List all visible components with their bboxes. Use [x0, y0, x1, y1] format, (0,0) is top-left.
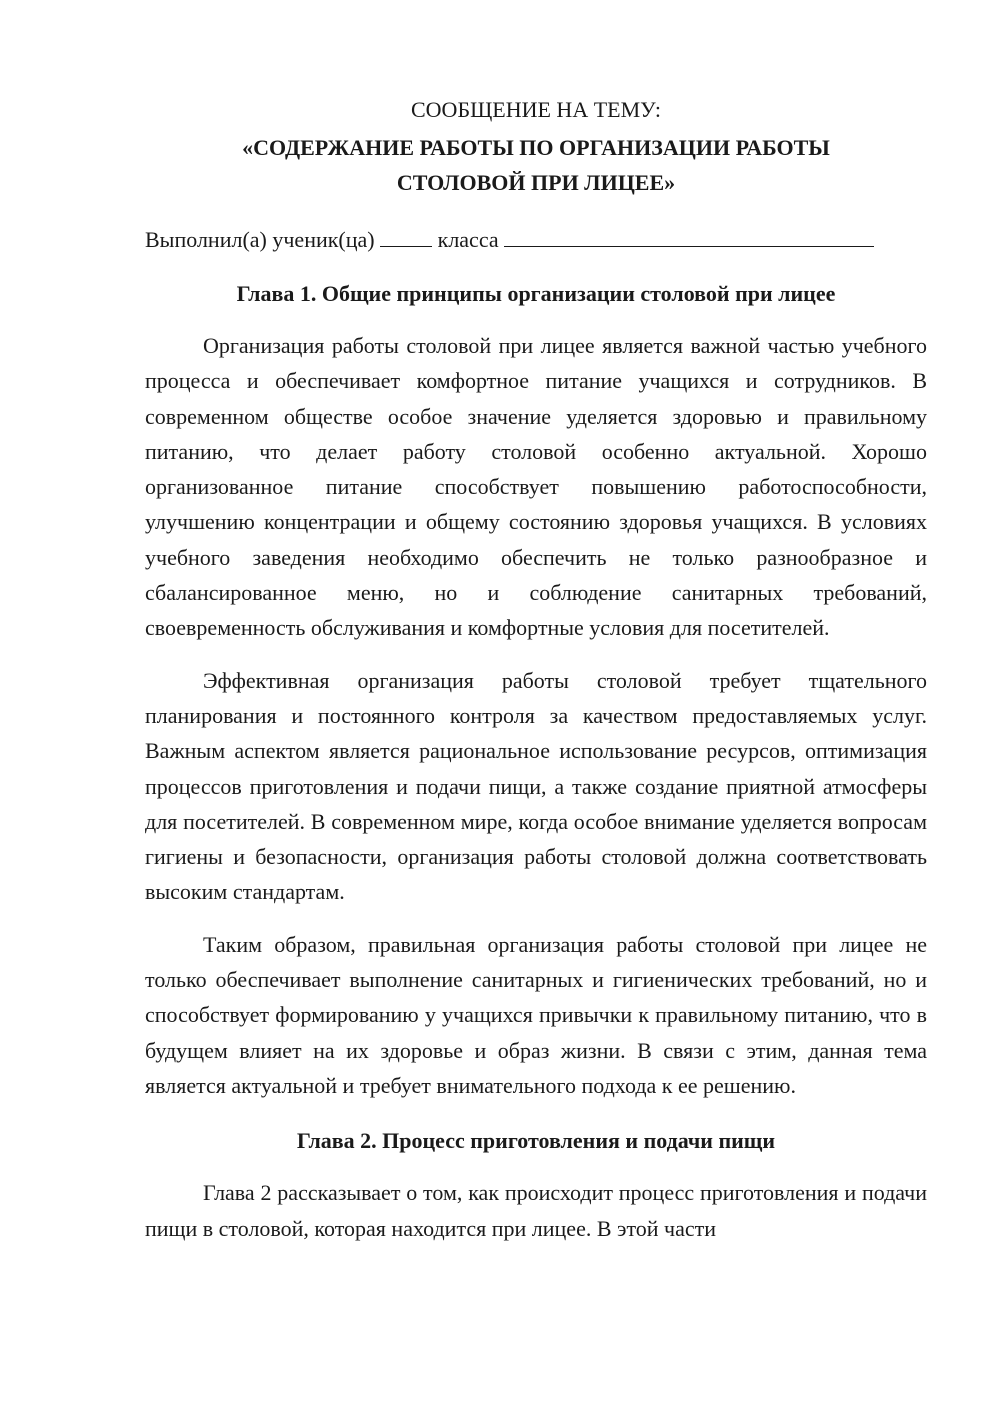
document-page	[145, 92, 927, 1246]
chapter-1-paragraph-2: Эффективная организация работы столовой требует тщательного планирования и постоянного контроля за качеством предоставляемых услуг. Важным аспектом является рациональное использование ресурсов, оптимизация процессов приготовления и подачи пищи, а также создание приятной атмосферы для посетителей. В современном мире, когда особое внимание уделяется вопросам гигиены и безопасности, организация работы столовой должна соответствовать высоким стандартам.	[145, 667, 927, 905]
performer-prefix: Выполнил(а) ученик(ца)	[145, 227, 375, 252]
chapter-2-paragraph-1: Глава 2 рассказывает о том, как происходит процесс приготовления и подачи пищи в столовой, которая находится при лицее. В этой части	[145, 1180, 927, 1241]
class-label: класса	[437, 227, 499, 252]
document-title	[145, 130, 927, 200]
title-line-2: СТОЛОВОЙ ПРИ ЛИЦЕЕ»	[396, 170, 676, 195]
chapter-2-title: Глава 2. Процесс приготовления и подачи пищи	[296, 1128, 776, 1154]
document-heading: СООБЩЕНИЕ НА ТЕМУ:	[411, 97, 661, 122]
performer-line	[145, 222, 927, 257]
chapter-1-title: Глава 1. Общие принципы организации столовой при лицее	[236, 281, 836, 306]
class-number-blank	[380, 245, 432, 247]
performer-name-blank	[504, 245, 874, 247]
chapter-1-paragraph-3: Таким образом, правильная организация работы столовой при лицее не только обеспечивает выполнение санитарных и гигиенических требований, но и способствует формированию у учащихся привычки к правильному питанию, что в будущем влияет на их здоровье и образ жизни. В связи с этим, данная тема является актуальной и требует внимательного подхода к ее решению.	[145, 931, 927, 1098]
chapter-1-paragraph-1: Организация работы столовой при лицее является важной частью учебного процесса и обеспечивает комфортное питание учащихся и сотрудников. В современном обществе особое значение уделяется здоровью и правильному питанию, что делает работу столовой особенно актуальной. Хорошо организованное питание способствует повышению работоспособности, улучшению концентрации и общему состоянию здоровья учащихся. В условиях учебного заведения необходимо обеспечить не только разнообразное и сбалансированное меню, но и соблюдение санитарных требований, своевременность обслуживания и комфортные условия для посетителей.	[145, 333, 927, 641]
title-line-1: «СОДЕРЖАНИЕ РАБОТЫ ПО ОРГАНИЗАЦИИ РАБОТЫ	[242, 135, 830, 160]
